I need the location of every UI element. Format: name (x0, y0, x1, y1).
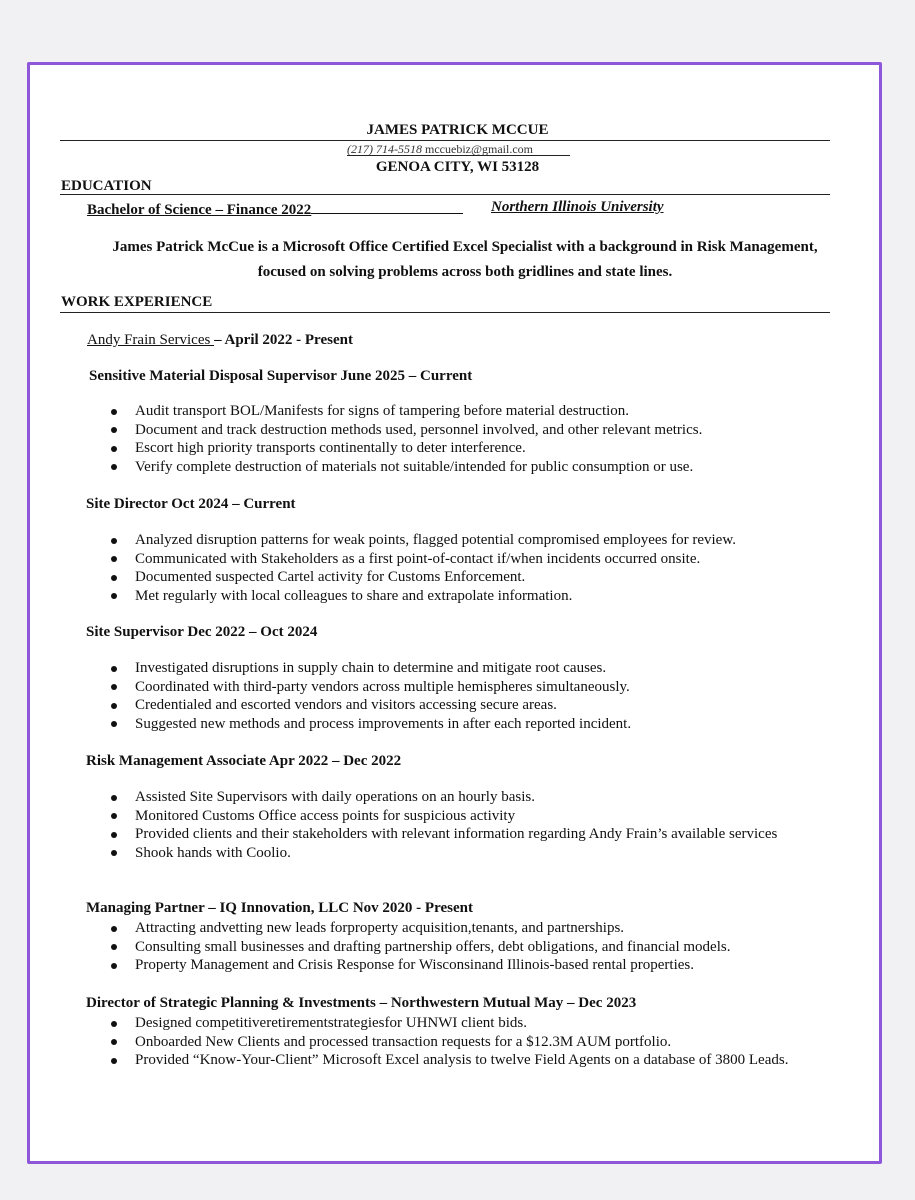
bullet-item: Documented suspected Cartel activity for Customs Enforcement. (109, 568, 736, 587)
bullet-item: Coordinated with third-party vendors across multiple hemispheres simultaneously. (109, 678, 631, 697)
bullet-item: Provided “Know-Your-Client” Microsoft Excel analysis to twelve Field Agents on a database of 3800 Leads. (109, 1051, 815, 1070)
bullet-item: Met regularly with local colleagues to share and extrapolate information. (109, 587, 736, 606)
role-title: Site Director Oct 2024 – Current (86, 496, 296, 512)
bullet-item: Property Management and Crisis Response for Wisconsinand Illinois-based rental properties. (109, 956, 730, 975)
role-bullets (109, 919, 730, 975)
role-title: Director of Strategic Planning & Investments – Northwestern Mutual May – Dec 2023 (86, 995, 637, 1011)
employer-name: Andy Frain Services (87, 332, 215, 348)
degree-underline (311, 199, 463, 214)
candidate-name: JAMES PATRICK MCCUE (366, 122, 549, 138)
bullet-item: Escort high priority transports continentally to deter interference. (109, 439, 702, 458)
role-title: Managing Partner – IQ Innovation, LLC Nov 2020 - Present (86, 900, 473, 916)
bullet-item: Credentialed and escorted vendors and visitors accessing secure areas. (109, 696, 631, 715)
employer-line (87, 332, 353, 349)
bullet-item: Investigated disruptions in supply chain to determine and mitigate root causes. (109, 659, 631, 678)
bullet-item: Attracting andvetting new leads forproperty acquisition,tenants, and partnerships. (109, 919, 730, 938)
location: GENOA CITY, WI 53128 (375, 159, 540, 175)
bullet-item: Provided clients and their stakeholders with relevant information regarding Andy Frain’s available services (109, 825, 815, 844)
role-title: Risk Management Associate Apr 2022 – Dec 2022 (86, 753, 402, 769)
work-rule (60, 312, 830, 313)
bullet-item: Onboarded New Clients and processed transaction requests for a $12.3M AUM portfolio. (109, 1033, 815, 1052)
role-bullets (109, 788, 815, 862)
bullet-item: Monitored Customs Office access points for suspicious activity (109, 807, 815, 826)
employer-dates: – April 2022 - Present (214, 332, 353, 348)
degree-text: Bachelor of Science – Finance 2022 (87, 202, 312, 218)
role-bullets (109, 531, 736, 605)
degree (87, 199, 463, 219)
bullet-item: Analyzed disruption patterns for weak points, flagged potential compromised employees for review. (109, 531, 736, 550)
bullet-item: Document and track destruction methods used, personnel involved, and other relevant metrics. (109, 421, 702, 440)
education-rule (60, 194, 830, 195)
bullet-item: Audit transport BOL/Manifests for signs of tampering before material destruction. (109, 402, 702, 421)
bullet-item: Consulting small businesses and drafting partnership offers, debt obligations, and financial models. (109, 938, 730, 957)
summary: James Patrick McCue is a Microsoft Office Certified Excel Specialist with a background in Risk Management, focused on solving problems across both gridlines and state lines. (112, 239, 818, 280)
bullet-item: Shook hands with Coolio. (109, 844, 815, 863)
school: Northern Illinois University (491, 199, 664, 215)
header-rule (60, 140, 830, 141)
role-bullets (109, 1014, 815, 1070)
bullet-item: Designed competitiveretirementstrategiesfor UHNWI client bids. (109, 1014, 815, 1033)
bullet-item: Suggested new methods and process improvements in after each reported incident. (109, 715, 631, 734)
role-title: Sensitive Material Disposal Supervisor June 2025 – Current (89, 368, 473, 384)
bullet-item: Verify complete destruction of materials not suitable/intended for public consumption or use. (109, 458, 702, 477)
role-bullets (109, 402, 702, 476)
role-bullets (109, 659, 631, 733)
education-heading: EDUCATION (61, 178, 152, 194)
role-title: Site Supervisor Dec 2022 – Oct 2024 (86, 624, 318, 640)
phone-number: (217) 714-5518 (347, 142, 422, 156)
email-link[interactable]: mccuebiz@gmail.com (425, 142, 534, 156)
bullet-item: Assisted Site Supervisors with daily operations on an hourly basis. (109, 788, 815, 807)
work-heading: WORK EXPERIENCE (61, 294, 213, 310)
bullet-item: Communicated with Stakeholders as a first point-of-contact if/when incidents occurred onsite. (109, 550, 736, 569)
contact-rule (347, 155, 570, 156)
